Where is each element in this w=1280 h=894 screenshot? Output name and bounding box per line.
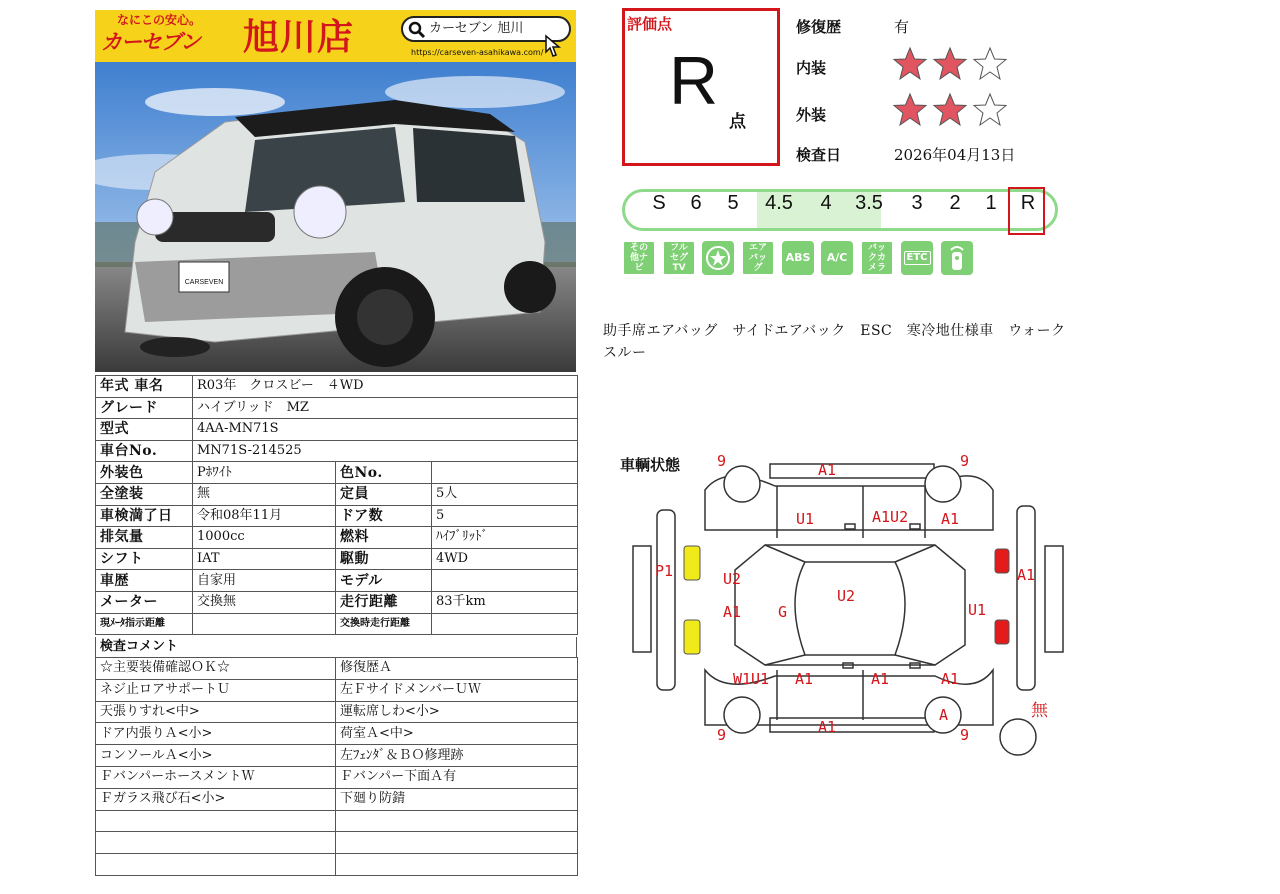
scale-value: R [1020, 192, 1036, 214]
comment-cell: ☆主要装備確認ＯＫ☆ [96, 658, 336, 680]
spec-label: ドア数 [336, 505, 432, 527]
spare-tire-icon [1000, 719, 1036, 755]
scale-value: 4 [820, 192, 832, 214]
spec-row [96, 591, 578, 613]
repair-history-label: 修復歴 [796, 18, 842, 36]
pointer-cursor-icon [541, 34, 563, 58]
roof-outline [795, 562, 905, 655]
equipment-list: 助手席エアバッグ サイドエアバック ESC 寒冷地仕様車 ウォークスルー [603, 323, 1066, 361]
aircon-icon: A/C [821, 241, 853, 275]
spec-value [193, 613, 336, 635]
star-empty-icon [972, 46, 1008, 82]
mark-br-fender: A1 [941, 670, 960, 688]
spec-value: 1000cc [193, 527, 336, 549]
spec-label: 全塗装 [96, 483, 193, 505]
spec-value [432, 570, 578, 592]
inspection-comment-table [95, 657, 578, 876]
star-filled-icon [932, 92, 968, 128]
score-label: 評価点 [627, 15, 673, 33]
mark-fdoor-left: U1 [796, 510, 815, 528]
spec-label: 型式 [96, 419, 193, 441]
spec-value: 自家用 [193, 570, 336, 592]
spec-value: 4WD [432, 548, 578, 570]
spec-label: グレード [96, 397, 193, 419]
scale-value: 3.5 [855, 192, 883, 214]
banner-url: https://carseven-asahikawa.com/ [411, 48, 544, 57]
rear-light-lower [684, 620, 700, 654]
scale-value: 3 [911, 192, 923, 214]
rear-light-upper [684, 546, 700, 580]
car-photo [95, 62, 576, 372]
spec-label: 車歴 [96, 570, 193, 592]
grade-scale [622, 189, 1058, 231]
spec-value: R03年 クロスビー ４WD [193, 376, 578, 398]
spec-row [96, 440, 578, 462]
spec-value [432, 613, 578, 635]
repair-history-value: 有 [894, 18, 910, 36]
spec-label: 定員 [336, 483, 432, 505]
inspection-date-value: 2026年04月13日 [894, 146, 1016, 164]
star-empty-icon [972, 92, 1008, 128]
comment-cell [96, 832, 336, 854]
interior-label: 内装 [796, 59, 827, 77]
vehicle-condition-title: 車輌状態 [620, 456, 681, 474]
tv-icon: フルセグTV [663, 241, 695, 275]
mark-br9: 9 [960, 726, 970, 744]
spec-row [96, 483, 578, 505]
comment-cell: Ｆガラス飛び石<小> [96, 788, 336, 810]
star-filled-icon [892, 92, 928, 128]
wheel-icon [724, 466, 760, 502]
comment-cell: 左ﾌｪﾝﾀﾞ＆ＢＯ修理跡 [336, 745, 578, 767]
comment-row [96, 766, 578, 788]
back-camera-icon: バックカメラ [861, 241, 893, 275]
spec-value: 5 [432, 505, 578, 527]
spec-value: 無 [193, 483, 336, 505]
mark-bl-w: W1U1 [733, 670, 770, 688]
mark-rq-left: U2 [723, 570, 742, 588]
scale-value: 2 [949, 192, 961, 214]
banner-brand-logo: カーセブン [101, 30, 200, 54]
spec-row [96, 613, 578, 635]
evaluation-score-box [622, 8, 780, 166]
comment-row [96, 832, 578, 854]
mark-br-door: A1 [871, 670, 890, 688]
vehicle-condition-diagram [625, 450, 1075, 760]
plate-text: CARSEVEN [184, 279, 224, 286]
spec-label: 年式 車名 [96, 376, 193, 398]
scale-value: 1 [985, 192, 997, 214]
spec-label: 現ﾒｰﾀ指示距離 [96, 613, 193, 635]
spec-row [96, 527, 578, 549]
comment-row [96, 701, 578, 723]
comment-row [96, 658, 578, 680]
spec-label: 排気量 [96, 527, 193, 549]
mark-spare: 無 [1031, 701, 1048, 721]
spec-label: 交換時走行距離 [336, 613, 432, 635]
inspection-date-label: 検査日 [796, 146, 842, 164]
comment-cell [96, 854, 336, 876]
comment-cell: ドア内張りＡ<小> [96, 723, 336, 745]
comment-cell [336, 810, 578, 832]
interior-rating [892, 46, 1008, 82]
spec-value: 5人 [432, 483, 578, 505]
spec-table [95, 375, 578, 635]
mark-bl9: 9 [717, 726, 727, 744]
comment-cell: コンソールＡ<小> [96, 745, 336, 767]
star-filled-icon [892, 46, 928, 82]
abs-icon: ABS [782, 241, 814, 275]
navi-icon: その他ナビ [623, 241, 655, 275]
scale-value: S [652, 192, 666, 214]
spec-value [432, 462, 578, 484]
comment-cell [336, 832, 578, 854]
spec-value: 令和08年11月 [193, 505, 336, 527]
smart-key-icon [941, 241, 973, 275]
exterior-label: 外装 [796, 106, 827, 124]
spec-row [96, 548, 578, 570]
mark-rf-fender: A1 [941, 510, 960, 528]
rear-bumper-outline [633, 546, 651, 652]
top-bumper-outline [770, 464, 934, 478]
mark-tr9: 9 [960, 452, 970, 470]
shop-banner [95, 10, 576, 62]
mark-rear: P1 [655, 562, 674, 580]
mark-bl-door: A1 [795, 670, 814, 688]
spec-label: メーター [96, 591, 193, 613]
spec-label: 車検満了日 [96, 505, 193, 527]
spec-label: 燃料 [336, 527, 432, 549]
spec-value: IAT [193, 548, 336, 570]
spec-row [96, 419, 578, 441]
banner-tagline: なにこの安心。 [117, 13, 202, 27]
banner-shop-name: 旭川店 [243, 17, 355, 58]
spec-row [96, 376, 578, 398]
spec-value: 交換無 [193, 591, 336, 613]
comment-cell: 修復歴Ａ [336, 658, 578, 680]
comment-cell: 下廻り防錆 [336, 788, 578, 810]
etc-icon: ETC [901, 241, 933, 275]
spec-label: 駆動 [336, 548, 432, 570]
spec-row [96, 570, 578, 592]
comment-row [96, 745, 578, 767]
comment-cell: 左ＦサイドメンバーＵＷ [336, 679, 578, 701]
search-icon [408, 21, 426, 39]
scale-value: 4.5 [765, 192, 793, 214]
spec-label: シフト [96, 548, 193, 570]
spec-value: Pﾎﾜｲﾄ [193, 462, 336, 484]
spec-label: 走行距離 [336, 591, 432, 613]
spec-label: 車台No. [96, 440, 193, 462]
spec-row [96, 505, 578, 527]
spec-value: 83千km [432, 591, 578, 613]
comment-row [96, 810, 578, 832]
comment-cell: ネジ止ロアサポートＵ [96, 679, 336, 701]
front-light-upper [995, 549, 1009, 573]
score-unit: 点 [729, 112, 746, 132]
body-outline [735, 545, 965, 665]
mark-roof: U2 [837, 587, 856, 605]
comment-cell: 天張りすれ<中> [96, 701, 336, 723]
mark-rq-left2: A1 [723, 603, 742, 621]
comment-row [96, 788, 578, 810]
scale-selected-marker [1008, 187, 1045, 235]
mark-tl9: 9 [717, 452, 727, 470]
comment-row [96, 679, 578, 701]
spec-label: 色No. [336, 462, 432, 484]
spec-value: MN71S-214525 [193, 440, 578, 462]
banner-search-text: カーセブン 旭川 [429, 21, 524, 36]
comment-row [96, 723, 578, 745]
mark-front: A1 [1017, 566, 1036, 584]
wheel-icon [724, 697, 760, 733]
spec-value: 4AA-MN71S [193, 419, 578, 441]
alloy-wheel-icon [702, 241, 734, 275]
comment-cell [96, 810, 336, 832]
score-grade: R [669, 43, 719, 119]
comment-cell: Ｆバンパー下面Ａ有 [336, 766, 578, 788]
spec-value: ハイブリッド MZ [193, 397, 578, 419]
spec-row [96, 462, 578, 484]
mark-roof-g: G [778, 603, 788, 621]
comment-cell: ＦバンパーホースメントＷ [96, 766, 336, 788]
comment-cell [336, 854, 578, 876]
front-light-lower [995, 620, 1009, 644]
mark-top: A1 [818, 461, 837, 479]
scale-value: 5 [727, 192, 739, 214]
exterior-rating [892, 92, 1008, 128]
mark-front-u: U1 [968, 601, 987, 619]
mark-bottom: A1 [818, 718, 837, 736]
comment-row [96, 854, 578, 876]
comment-cell: 運転席しわ<小> [336, 701, 578, 723]
spec-label: 外装色 [96, 462, 193, 484]
wheel-icon [925, 466, 961, 502]
spec-row [96, 397, 578, 419]
inspection-comment-title: 検査コメント [95, 637, 577, 657]
spec-label: モデル [336, 570, 432, 592]
scale-value: 6 [690, 192, 702, 214]
star-filled-icon [932, 46, 968, 82]
airbag-icon: エアバッグ [742, 241, 774, 275]
front-bumper-outline [1045, 546, 1063, 652]
spec-value: ﾊｲﾌﾞﾘｯﾄﾞ [432, 527, 578, 549]
comment-cell: 荷室Ａ<中> [336, 723, 578, 745]
mark-rear-wheel-b: A [939, 706, 949, 724]
mark-fdoor-right: A1U2 [872, 508, 909, 526]
